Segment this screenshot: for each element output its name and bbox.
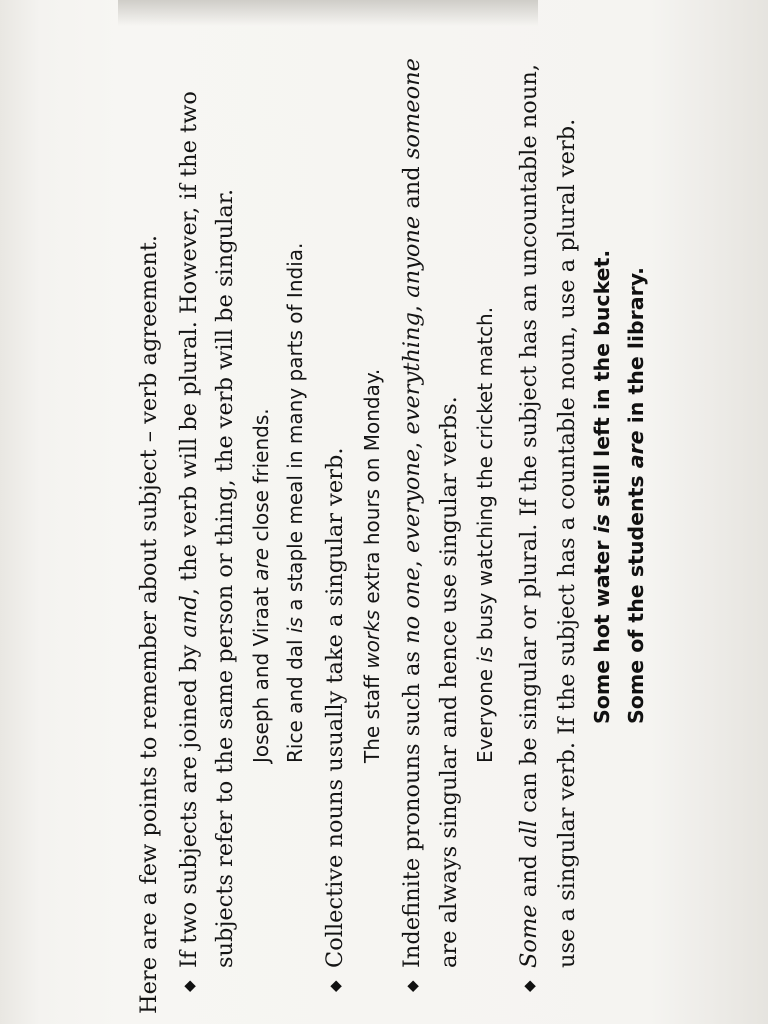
italic-word: Some	[516, 904, 542, 968]
italic-word: anyone	[399, 215, 425, 298]
italic-word: is	[590, 514, 614, 534]
point-1-example-1: Joseph and Viraat are close friends.	[249, 408, 273, 763]
italic-word: everyone	[399, 448, 425, 554]
italic-word: and	[176, 595, 202, 638]
point-4-line-2: use a singular verb. If the subject has a countable noun, use a plural verb.	[554, 118, 580, 968]
point-1-example-2: Rice and dal is a staple meal in many parts of India.	[283, 242, 307, 763]
italic-word: is	[283, 617, 307, 634]
italic-word: is	[473, 646, 497, 663]
italic-word: everything	[399, 312, 425, 435]
point-4-line-1: Some and all can be singular or plural. If the subject has an uncountable noun,	[516, 64, 542, 968]
point-4-example-1: Some hot water is still left in the bucket.	[590, 249, 614, 724]
point-1-line-2: subjects refer to the same person or thing, the verb will be singular.	[212, 188, 238, 968]
bullet-icon: ◆	[520, 980, 538, 992]
point-3-line-2: are always singular and hence use singular verbs.	[436, 396, 462, 968]
bullet-icon: ◆	[180, 980, 198, 992]
point-2-line-1: Collective nouns usually take a singular verb.	[322, 447, 348, 968]
point-3-example-1: Everyone is busy watching the cricket match.	[473, 306, 497, 763]
italic-word: works	[360, 609, 384, 669]
italic-word: are	[249, 547, 273, 581]
bullet-icon: ◆	[326, 980, 344, 992]
point-4-example-2: Some of the students are in the library.	[624, 267, 648, 724]
bullet-icon: ◆	[403, 980, 421, 992]
italic-word: are	[624, 430, 648, 469]
point-3-line-1: Indefinite pronouns such as no one, everyone, everything, anyone and someone	[399, 58, 425, 968]
intro-text: Here are a few points to remember about subject – verb agreement.	[136, 234, 162, 1014]
point-2-example-1: The staff works extra hours on Monday.	[360, 368, 384, 763]
italic-word: all	[516, 819, 542, 848]
point-1-line-1: If two subjects are joined by and, the verb will be plural. However, if the two	[176, 91, 202, 968]
italic-word: no one	[399, 567, 425, 644]
italic-word: someone	[399, 58, 425, 160]
